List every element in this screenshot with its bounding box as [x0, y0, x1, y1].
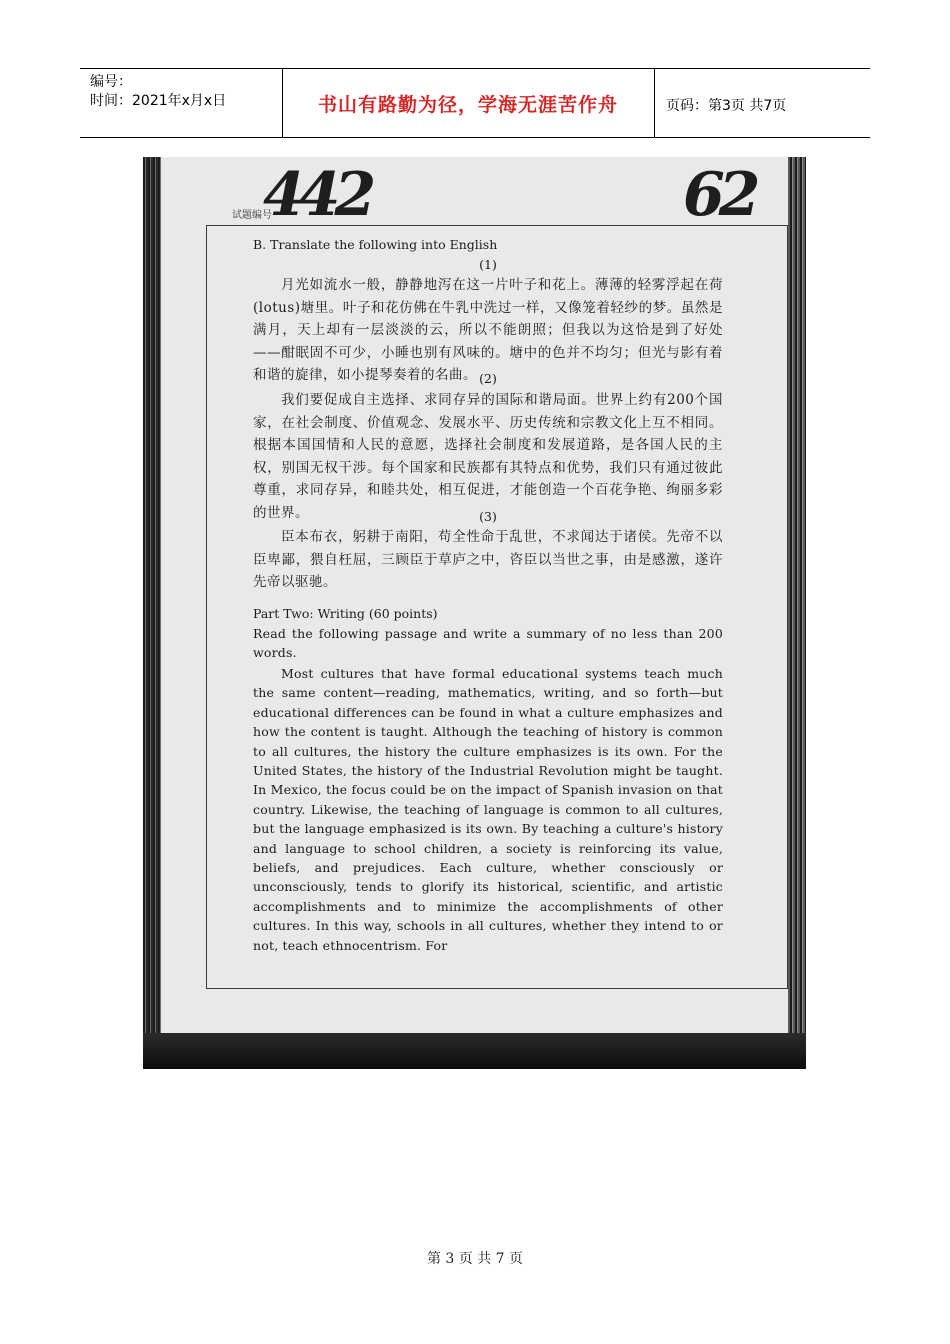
number-label: 编号： — [90, 74, 132, 90]
part-two-instruction: Read the following passage and write a summary of no less than 200 words. — [253, 626, 723, 661]
passage-2-text: 我们要促成自主选择、求同存异的国际和谐局面。世界上约有200个国家，在社会制度、价值观念、发展水平、历史传统和宗教文化上互不相同。根据本国国情和人民的意愿，选择社会制度和发展道路，是各国人民的主权，别国无权干涉。每个国家和民族都有其特点和优势，我们只有通过彼此尊重，求同存异，和睦共处，相互促进，才能创造一个百花争艳、绚丽多彩的世界。 — [253, 392, 723, 521]
scan-right-edge — [788, 157, 806, 1069]
exam-code-caption: 试题编号 — [232, 210, 272, 221]
header-motto-cell — [282, 69, 655, 137]
page-footer: 第 3 页 共 7 页 — [426, 1251, 524, 1267]
passage-2-number: (2) — [479, 371, 497, 386]
scanned-exam-page — [143, 157, 806, 1069]
passage-1-number: (1) — [479, 257, 497, 272]
exam-code-left: 442 — [263, 160, 371, 230]
passage-3-text: 臣本布衣，躬耕于南阳，苟全性命于乱世，不求闻达于诸侯。先帝不以臣卑鄙，猥自枉屈，三顾臣于草庐之中，咨臣以当世之事，由是感激，遂许先帝以驱驰。 — [253, 529, 723, 590]
scan-binding-edge — [143, 157, 161, 1069]
part-two-title: Part Two: Writing (60 points) — [253, 606, 438, 621]
passage-3-number: (3) — [479, 509, 497, 524]
page-info: 页码：第3页 共7页 — [666, 98, 787, 114]
section-b-title: B. Translate the following into English — [253, 237, 498, 252]
writing-passage: Most cultures that have formal educational systems teach much the same content—reading, mathematics, writing, and so forth—but educational differences can be found in what a culture emphasizes and how the content is taught. Although the teaching of history is common to all cultures, the history the culture emphasizes is its own. For the United States, the history of the Industrial Revolution might be taught. In Mexico, the focus could be on the impact of Spanish invasion on that country. Likewise, the teaching of language is common to all cultures, but the language emphasized is its own. By teaching a culture's history and language to school children, a society is reinforcing its value, beliefs, and prejudices. Each culture, whether consciously or unconsciously, tends to glorify its historical, scientific, and artistic accomplishments and to minimize the accomplishments of other cultures. In this way, schools in all cultures, whether they intend to or not, teach ethnocentrism. For — [253, 666, 723, 953]
document-header — [80, 68, 870, 138]
scan-bottom-edge — [143, 1033, 806, 1069]
exam-code-right: 62 — [683, 160, 755, 230]
time-label: 时间：2021年x月x日 — [90, 93, 227, 109]
motto-text: 书山有路勤为径，学海无涯苦作舟 — [317, 93, 618, 116]
passage-1-text: 月光如流水一般，静静地泻在这一片叶子和花上。薄薄的轻雾浮起在荷(lotus)塘里。叶子和花仿佛在牛乳中洗过一样，又像笼着轻纱的梦。虽然是满月，天上却有一层淡淡的云，所以不能朗照；但我以为这恰是到了好处——酣眠固不可少，小睡也别有风味的。塘中的色并不均匀；但光与影有着和谐的旋律，如小提琴奏着的名曲。 — [253, 277, 723, 383]
header-meta-cell — [80, 69, 283, 137]
